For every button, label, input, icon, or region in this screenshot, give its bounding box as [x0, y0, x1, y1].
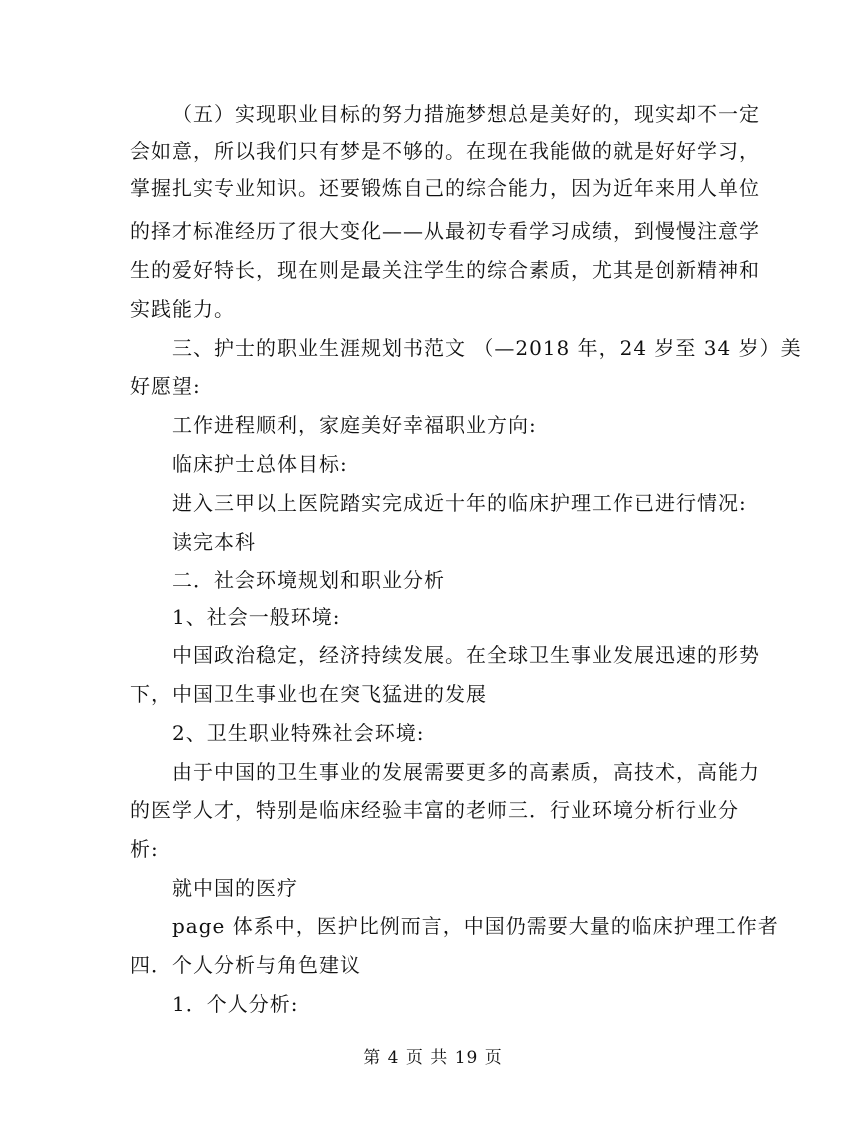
- text-line: page 体系中，医护比例而言，中国仍需要大量的临床护理工作者: [172, 914, 779, 938]
- text-line: 下，中国卫生事业也在突飞猛进的发展: [130, 682, 487, 706]
- text-line: 中国政治稳定，经济持续发展。在全球卫生事业发展迅速的形势: [172, 643, 760, 667]
- text-line: 四．个人分析与角色建议: [130, 953, 361, 977]
- text-line: 进入三甲以上医院踏实完成近十年的临床护理工作已进行情况:: [172, 491, 747, 515]
- text-line: 1、社会一般环境:: [172, 605, 341, 629]
- text-line: 掌握扎实专业知识。还要锻炼自己的综合能力，因为近年来用人单位: [130, 176, 760, 200]
- text-line: （五）实现职业目标的努力措施梦想总是美好的，现实却不一定: [172, 102, 760, 126]
- page-footer: 第 4 页 共 19 页: [363, 1048, 503, 1068]
- text-line: 三、护士的职业生涯规划书范文 （—2018 年，24 岁至 34 岁）美: [172, 336, 802, 360]
- text-line: 析:: [130, 837, 159, 861]
- text-line: 会如意，所以我们只有梦是不够的。在现在我能做的就是好好学习，: [130, 139, 760, 163]
- text-line: 就中国的医疗: [172, 876, 298, 900]
- text-line: 工作进程顺利，家庭美好幸福职业方向:: [172, 413, 537, 437]
- text-line: 的医学人才，特别是临床经验丰富的老师三．行业环境分析行业分: [130, 798, 739, 822]
- text-line: 实践能力。: [130, 297, 235, 321]
- text-line: 好愿望:: [130, 374, 201, 398]
- text-line: 1．个人分析:: [172, 992, 299, 1016]
- text-line: 读完本科: [172, 530, 256, 554]
- text-line: 的择才标准经历了很大变化——从最初专看学习成绩，到慢慢注意学: [130, 219, 760, 243]
- text-line: 由于中国的卫生事业的发展需要更多的高素质，高技术，高能力: [172, 760, 760, 784]
- text-line: 2、卫生职业特殊社会环境:: [172, 721, 425, 745]
- text-line: 二．社会环境规划和职业分析: [172, 568, 445, 592]
- text-line: 生的爱好特长，现在则是最关注学生的综合素质，尤其是创新精神和: [130, 258, 760, 282]
- text-line: 临床护士总体目标:: [172, 452, 348, 476]
